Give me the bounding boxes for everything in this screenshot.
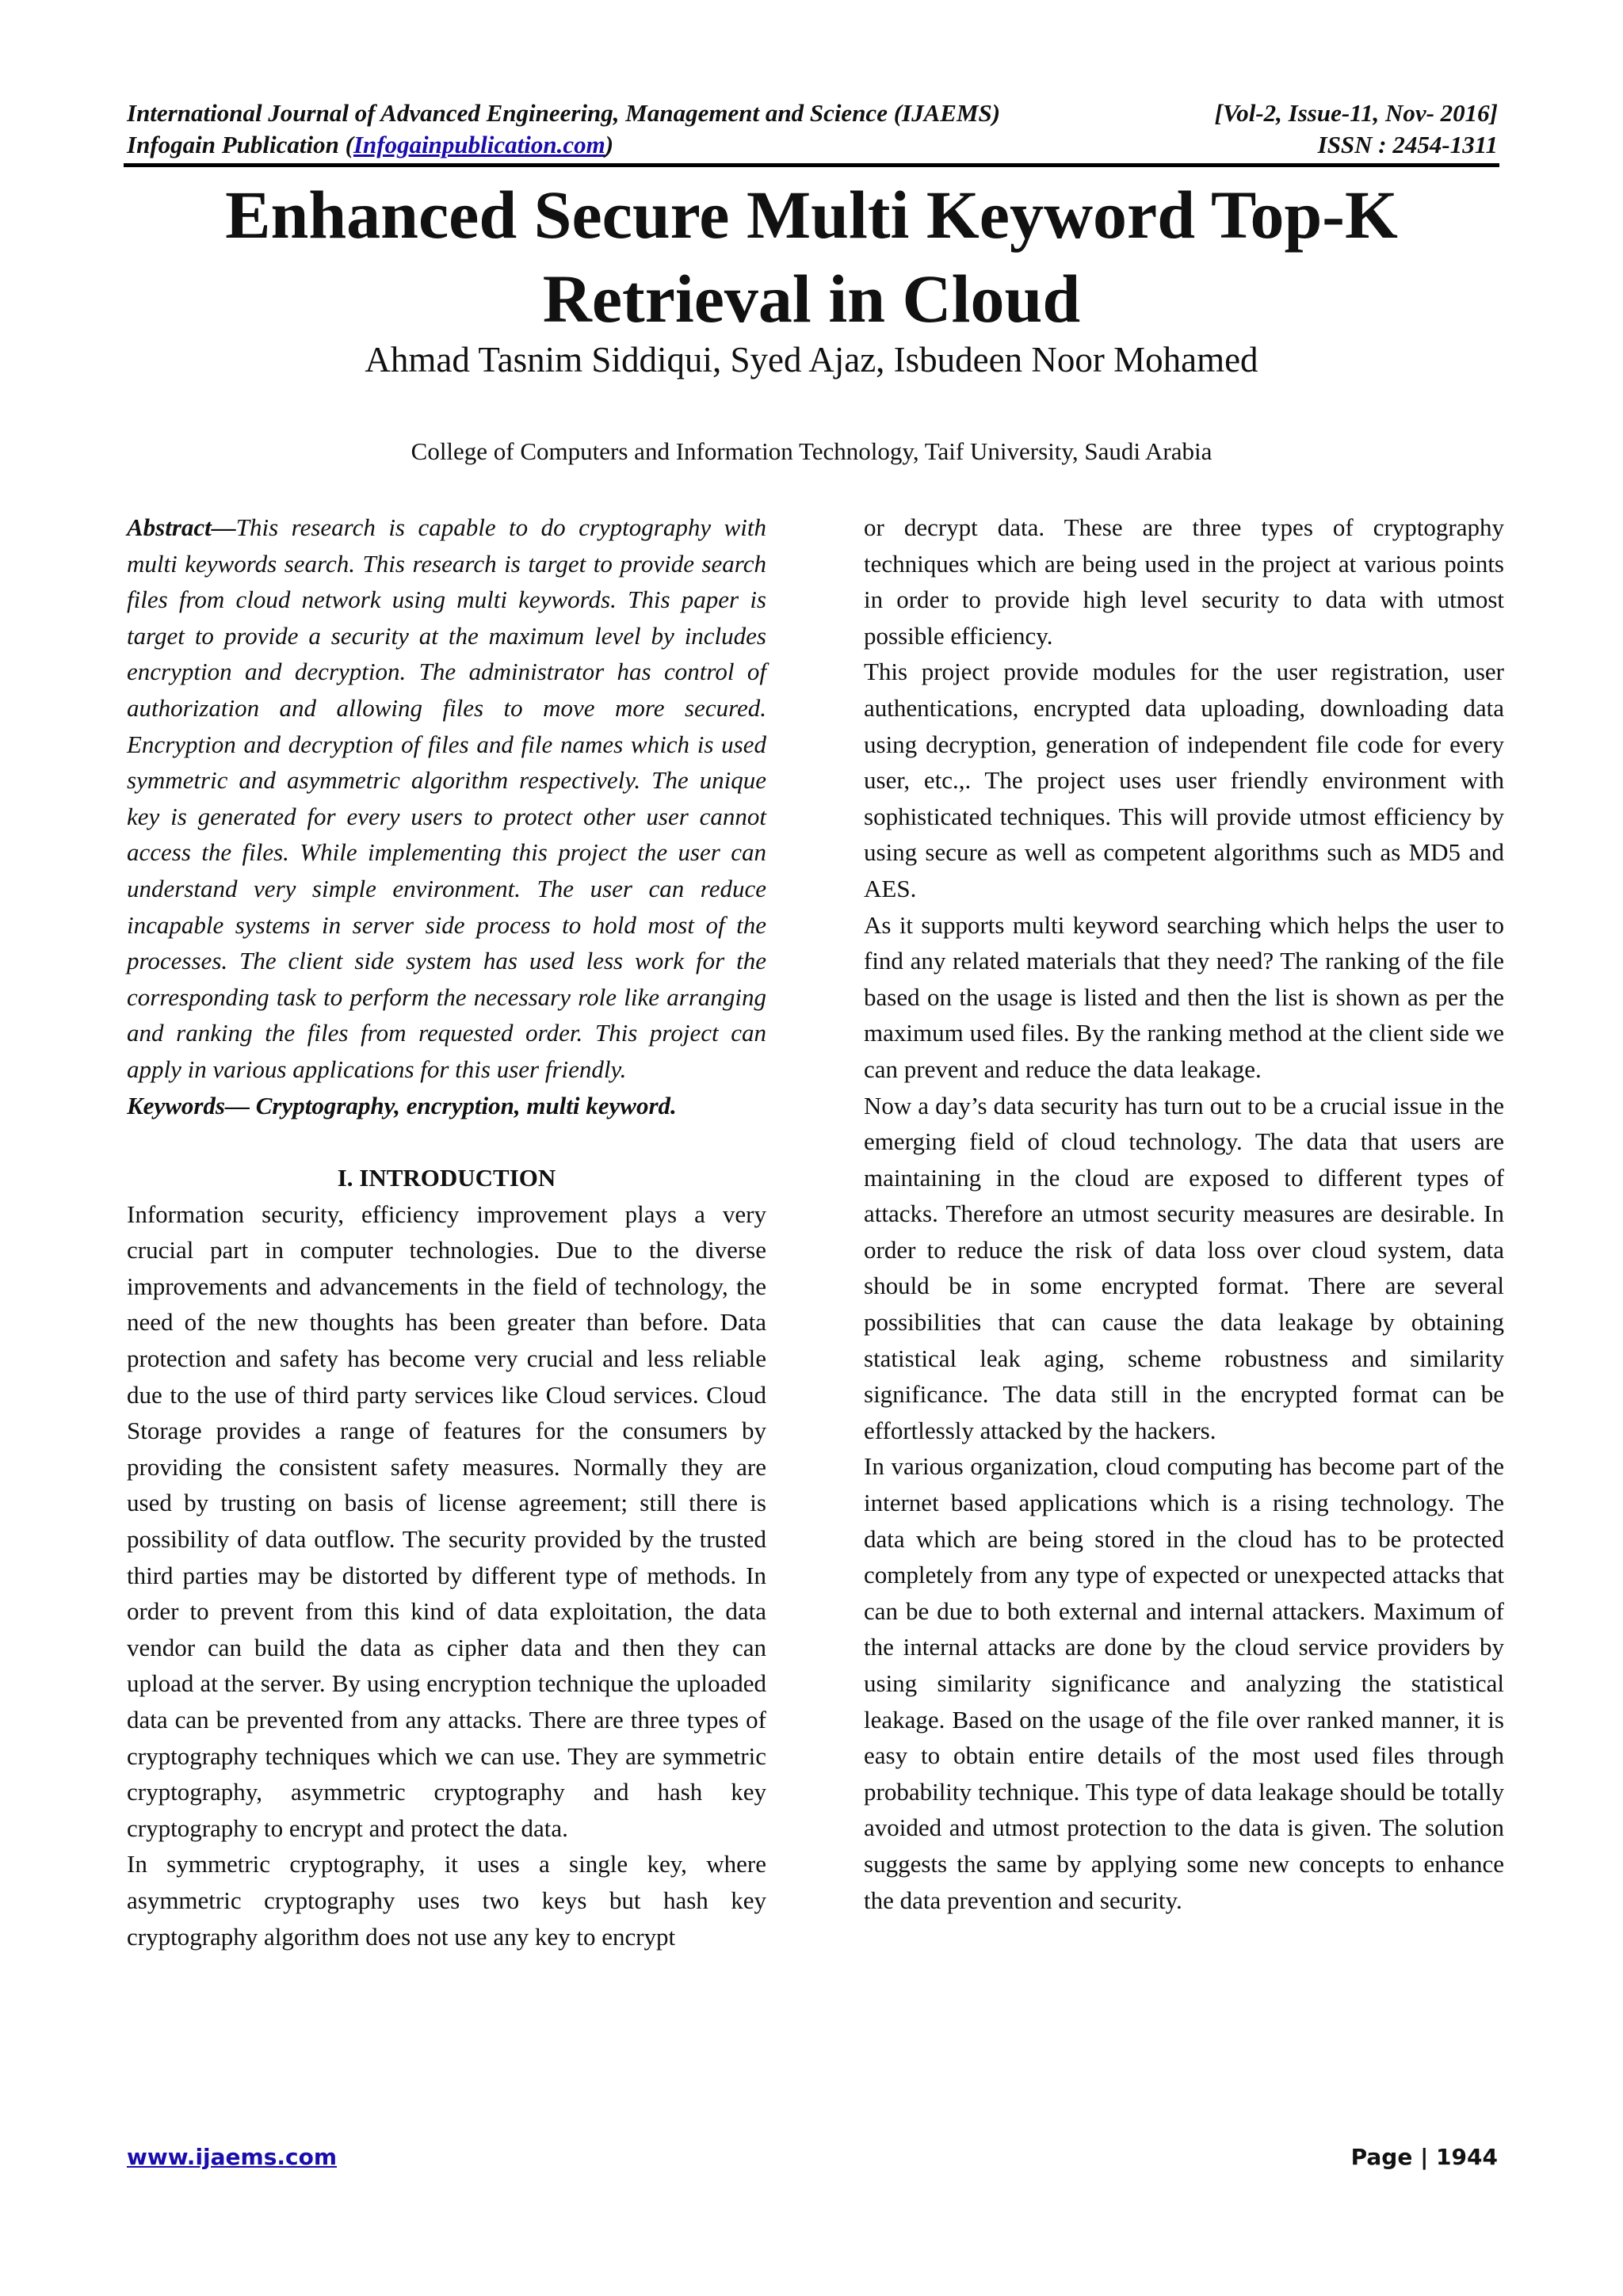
volume-issue: [Vol-2, Issue-11, Nov- 2016] [1214,99,1498,127]
left-column [127,509,766,1955]
header-rule [124,163,1499,167]
running-header-line2 [127,130,1498,160]
publisher-suffix: ) [605,131,614,158]
right-paragraph-5: In various organization, cloud computing has become part of the internet based applications which is a rising technology. The data which are being stored in the cloud has to be protected completely from any type of expected or unexpected attacks that can be due to both external and internal attackers. Maximum of the internal attacks are done by the cloud service providers by using similarity significance and analyzing the statistical leakage. Based on the usage of the file over ranked manner, it is easy to obtain entire details of the most used files through probability technique. This type of data leakage should be totally avoided and utmost protection to the data is given. The solution suggests the same by applying some new concepts to enhance the data prevention and security. [864,1452,1504,1914]
title-line-2: Retrieval in Cloud [542,261,1081,337]
footer-page-number: Page | 1944 [1350,2144,1498,2170]
authors: Ahmad Tasnim Siddiqui, Syed Ajaz, Isbudeen Noor Mohamed [365,340,1258,379]
right-column [864,509,1504,1918]
right-paragraph-4: Now a day’s data security has turn out to be a crucial issue in the emerging field of cloud technology. The data that users are maintaining in the cloud are exposed to different types of attacks. Therefore an utmost security measures are desirable. In order to reduce the risk of data loss over cloud system, data should be in some encrypted format. There are several possibilities that can cause the data leakage by obtaining statistical leak aging, scheme robustness and similarity significance. The data still in the encrypted format can be effortlessly attacked by the hackers. [864,1091,1504,1444]
abstract [127,509,766,1088]
issn: ISSN : 2454-1311 [1317,131,1498,158]
intro-paragraph-1: Information security, efficiency improvement plays a very crucial part in computer technologies. Due to the diverse improvements and advancements in the field of technology, the need of the new thoughts has been greater than before. Data protection and safety has become very crucial and less reliable due to the use of third party services like Cloud services. Cloud Storage provides a range of features for the consumers by providing the consistent safety measures. Normally they are used by trusting on basis of license agreement; still there is possibility of data outflow. The security provided by the trusted third parties may be distorted by different type of methods. In order to prevent from this kind of data exploitation, the data vendor can build the data as cipher data and then they can upload at the server. By using encryption technique the uploaded data can be prevented from any attacks. There are three types of cryptography techniques which we can use. They are symmetric cryptography, asymmetric cryptography and hash key cryptography to encrypt and protect the data. [127,1199,766,1842]
abstract-label: Abstract— [127,513,236,541]
running-header-line1 [127,98,1498,128]
paper-title [0,173,1623,341]
journal-name: International Journal of Advanced Engineering, Management and Science (IJAEMS) [127,99,1001,127]
publisher [127,130,613,160]
publisher-link[interactable]: Infogainpublication.com [353,131,605,158]
intro-paragraph-2: In symmetric cryptography, it uses a single key, where asymmetric cryptography uses two keys but hash key cryptography algorithm does not use any key to encrypt [127,1850,766,1951]
title-line-1: Enhanced Secure Multi Keyword Top-K [225,177,1398,253]
footer-website-link[interactable]: www.ijaems.com [127,2144,338,2170]
keywords: Keywords— Cryptography, encryption, multi keyword. [127,1091,677,1119]
abstract-text: This research is capable to do cryptography with multi keywords search. This research is target to provide search files from cloud network using multi keywords. This paper is target to provide a security at the maximum level by includes encryption and decryption. The administrator has control of authorization and allowing files to move more secured. Encryption and decryption of files and file names which is used symmetric and asymmetric algorithm respectively. The unique key is generated for every users to protect other user cannot access the files. While implementing this project the user can understand very simple environment. The user can reduce incapable systems in server side process to hold most of the processes. The client side system has used less work for the corresponding task to perform the necessary role like arranging and ranking the files from requested order. This project can apply in various applications for this user friendly. [127,513,766,1083]
section-heading-introduction: I. INTRODUCTION [337,1164,556,1192]
right-paragraph-2: This project provide modules for the user registration, user authentications, encrypted data uploading, downloading data using decryption, generation of independent file code for every user, etc.,. The project uses user friendly environment with sophisticated techniques. This will provide utmost efficiency by using secure as well as competent algorithms such as MD5 and AES. [864,658,1504,902]
right-paragraph-1: or decrypt data. These are three types of cryptography techniques which are being used in the project at various points in order to provide high level security to data with utmost possible efficiency. [864,513,1504,650]
right-paragraph-3: As it supports multi keyword searching which helps the user to find any related materials that they need? The ranking of the file based on the usage is listed and then the list is shown as per the maximum used files. By the ranking method at the client side we can prevent and reduce the data leakage. [864,910,1504,1083]
affiliation: College of Computers and Information Technology, Taif University, Saudi Arabia [411,437,1212,465]
publisher-prefix: Infogain Publication ( [127,131,353,158]
